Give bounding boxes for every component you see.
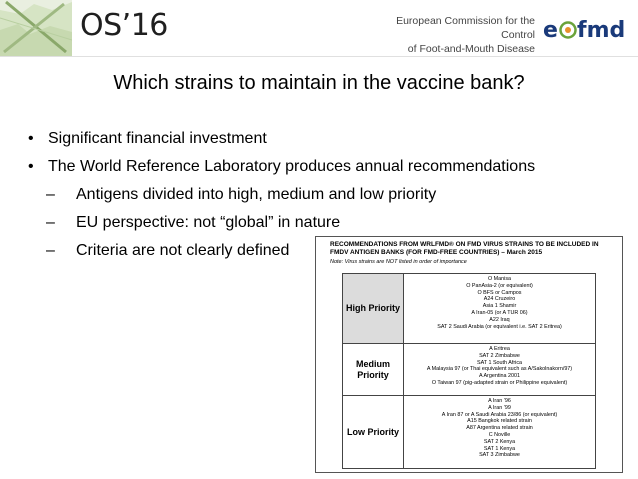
strain-item: SAT 1 Kenya — [483, 445, 516, 452]
os16-logo: OS’16 — [80, 8, 168, 43]
header-divider — [0, 56, 638, 57]
strain-item: SAT 2 Saudi Arabia (or equivalent i.e. SAT 2 Eritrea) — [437, 323, 562, 330]
strain-item: O BFS or Campos — [477, 289, 522, 296]
strain-item: O PanAsia-2 (or equivalent) — [466, 282, 533, 289]
strain-item: A22 Iraq — [489, 316, 510, 323]
sub-bullet-marker: – — [46, 242, 55, 259]
strain-item: C Noville — [488, 431, 511, 438]
strain-item: SAT 3 Zimbabwe — [479, 452, 520, 459]
svg-text:fmd: fmd — [577, 18, 626, 43]
strain-item: A24 Cruzeiro — [483, 296, 516, 303]
strain-list — [404, 276, 595, 330]
strain-item: Asia 1 Shamir — [482, 303, 517, 310]
org-name-line1: European Commission for the Control — [396, 15, 535, 41]
strain-item: A Iran ’99 — [488, 404, 511, 411]
priority-label: High Priority — [343, 274, 404, 343]
priority-label: Medium Priority — [343, 344, 404, 395]
slide-header — [0, 0, 638, 62]
strain-item: A Iran ’96 — [488, 398, 511, 404]
bullet-text: Significant financial investment — [48, 130, 267, 147]
org-name-line2: of Foot-and-Mouth Disease — [407, 43, 535, 55]
priority-row-medium — [343, 344, 595, 396]
sub-bullet-text: EU perspective: not “global” in nature — [76, 214, 341, 231]
sub-bullet-text: Criteria are not clearly defined — [76, 242, 290, 259]
priority-row-low — [343, 396, 595, 468]
priority-label: Low Priority — [343, 396, 404, 468]
strain-item: A15 Bangkok related strain — [467, 418, 532, 425]
organization-name — [395, 14, 535, 56]
sub-bullet-text: Antigens divided into high, medium and low priority — [76, 186, 437, 203]
strain-item: SAT 1 South Africa — [476, 359, 523, 366]
bullet-text: The World Reference Laboratory produces annual recommendations — [48, 158, 536, 175]
map-decoration — [0, 0, 72, 56]
slide-title: Which strains to maintain in the vaccine bank? — [113, 72, 525, 94]
strain-item: A Argentina 2001 — [478, 373, 521, 380]
recommendations-note: Note: Virus strains are NOT listed in order of importance — [330, 259, 467, 265]
priority-row-high — [343, 274, 595, 344]
strain-list — [404, 398, 595, 459]
strain-item: A Eritrea — [489, 346, 510, 352]
strain-item: O Taiwan 97 (pig-adapted strain or Philippine equivalent) — [431, 379, 568, 386]
bullet-marker: • — [28, 158, 34, 175]
eufmd-logo — [542, 12, 626, 46]
strain-item: A Iran 87 or A Saudi Arabia 23/86 (or equivalent) — [441, 411, 558, 418]
strain-item: A Malaysia 97 (or Thai equivalent such as A/Sakolnakorn/97) — [426, 366, 573, 373]
strain-item: SAT 2 Kenya — [483, 438, 516, 445]
strain-item: SAT 2 Zimbabwe — [479, 352, 520, 359]
priority-table — [342, 273, 596, 469]
strain-item: A Iran-05 (or A TUR 06) — [471, 309, 528, 316]
bullet-item — [28, 128, 628, 156]
strain-item: O Manisa — [487, 276, 512, 282]
sub-bullet-item — [28, 184, 628, 212]
strain-item: A87 Argentina related strain — [466, 425, 533, 432]
sub-bullet-marker: – — [46, 186, 55, 203]
svg-text:e: e — [543, 18, 558, 43]
recommendations-heading: RECOMMENDATIONS FROM WRLFMD® ON FMD VIRUS STRAINS TO BE INCLUDED IN FMDV ANTIGEN BANKS (FOR FMD-FREE COUNTRIES) – March 2015 — [330, 241, 599, 256]
sub-bullet-marker: – — [46, 214, 55, 231]
bullet-item — [28, 156, 628, 184]
strain-list — [404, 346, 595, 387]
bullet-marker: • — [28, 130, 34, 147]
recommendations-figure — [315, 236, 623, 473]
